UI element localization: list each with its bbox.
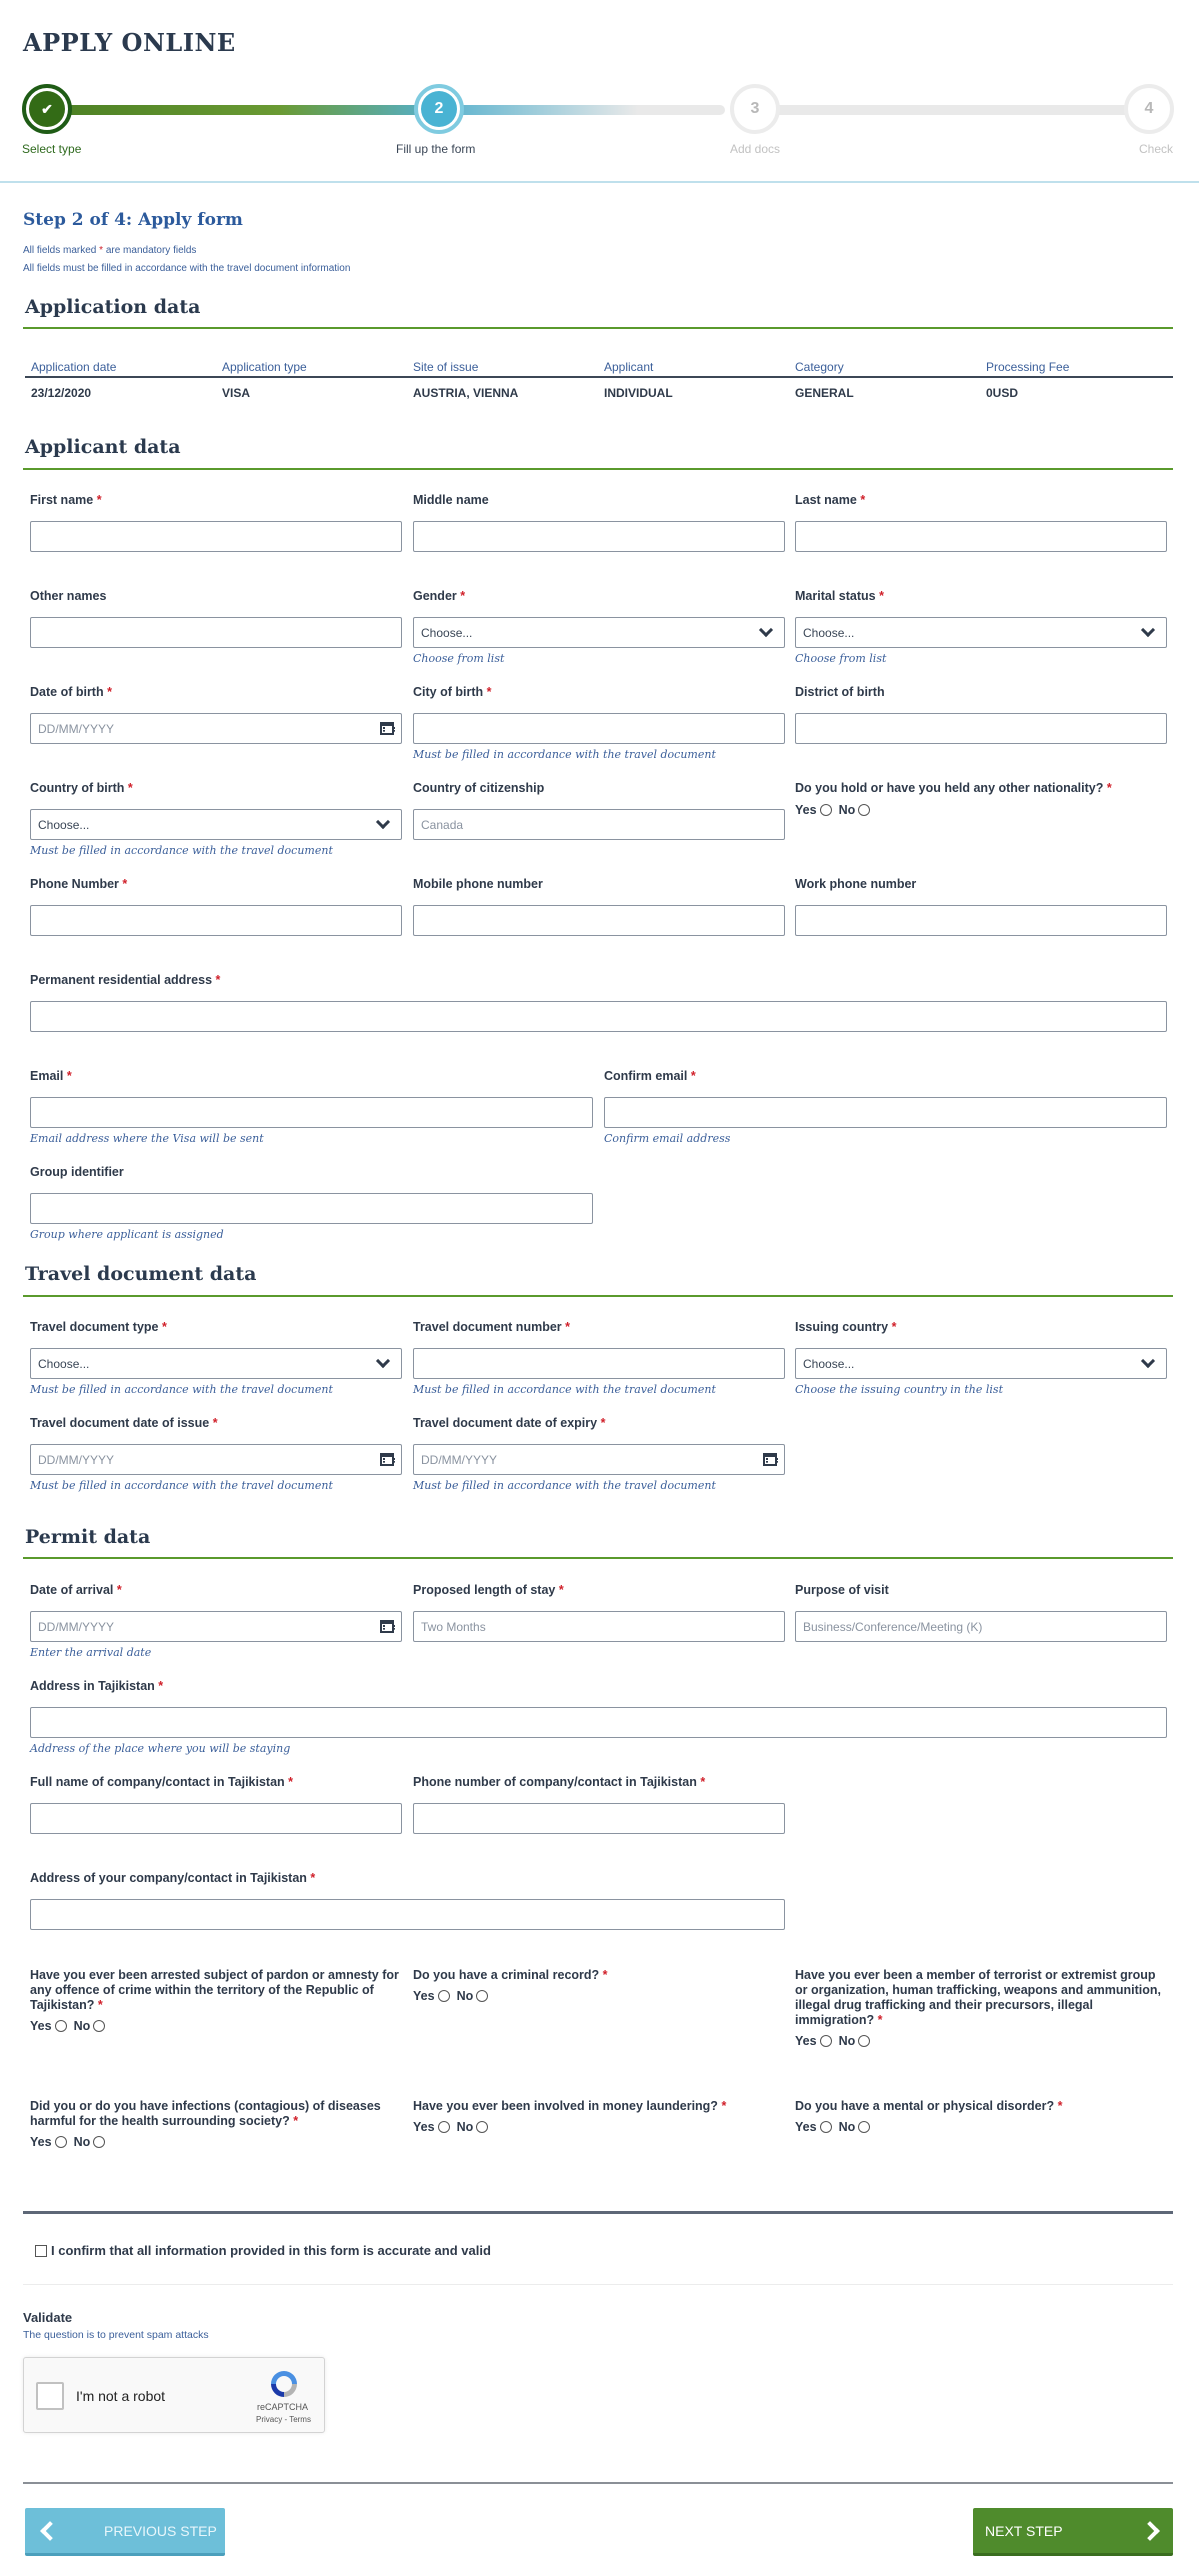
company-address-label: Address of your company/contact in Tajikistan [30,1871,307,1885]
country-of-citizenship-placeholder: Canada [421,817,464,832]
email-field [30,1069,593,1145]
first-name-field [30,493,402,552]
city-of-birth-field [413,685,785,761]
chevron-left-icon [25,2508,69,2553]
infections-no-radio[interactable] [93,2136,105,2148]
terrorist-question [795,1968,1167,2048]
company-address-input[interactable] [30,1899,785,1930]
recaptcha-widget [23,2357,325,2433]
section-divider [23,468,1173,470]
date-of-birth-placeholder: DD/MM/YYYY [38,721,115,736]
money-laundering-yes-radio[interactable] [438,2121,450,2133]
work-phone-field [795,877,1167,936]
header-applicant: Applicant [604,360,654,374]
money-laundering-label: Have you ever been involved in money laundering? [413,2099,718,2113]
recaptcha-label: I'm not a robot [76,2388,166,2404]
terrorist-question-label: Have you ever been a member of terrorist or extremist group or organization, human trafficking, weapons and ammunition, illegal drug trafficking and their precursors, illegal immigration? [795,1968,1161,2027]
required-marker: * [602,1968,608,1982]
disorder-question-label: Do you have a mental or physical disorder? [795,2099,1055,2113]
other-names-label: Other names [30,589,107,603]
middle-name-label: Middle name [413,493,489,507]
marital-status-field [795,589,1167,665]
travel-document-number-label: Travel document number [413,1320,562,1334]
disorder-no-radio[interactable] [858,2121,870,2133]
header-processing-fee: Processing Fee [986,360,1070,374]
required-marker: * [215,973,221,987]
other-names-field [30,589,402,648]
country-of-birth-select[interactable] [30,809,402,840]
date-of-birth-label: Date of birth [30,685,104,699]
middle-name-field [413,493,785,552]
required-marker: * [877,2013,883,2027]
criminal-record-options [413,1989,785,2003]
company-name-label: Full name of company/contact in Tajikistan [30,1775,285,1789]
country-of-birth-label: Country of birth [30,781,125,795]
date-of-arrival-hint: Enter the arrival date [30,1646,152,1659]
confirm-email-field [604,1069,1167,1145]
section-divider [23,2284,1173,2285]
required-marker: * [116,1583,122,1597]
required-marker: * [66,1069,72,1083]
yes-label: Yes [795,2034,817,2048]
marital-status-hint: Choose from list [795,652,887,665]
group-identifier-label: Group identifier [30,1165,124,1179]
confirm-email-hint: Confirm email address [604,1132,731,1145]
company-address-field [30,1871,785,1930]
purpose-of-visit-label: Purpose of visit [795,1583,889,1597]
permit-data-title: Permit data [25,1526,151,1548]
country-of-birth-field [30,781,402,857]
value-application-type: VISA [222,386,251,400]
company-phone-field [413,1775,785,1834]
length-of-stay-input[interactable] [413,1611,785,1642]
middle-name-input[interactable] [413,521,785,552]
purpose-of-visit-field [795,1583,1167,1642]
gender-hint: Choose from list [413,652,505,665]
no-label: No [73,2019,91,2033]
stepper-divider [0,181,1199,183]
group-identifier-input[interactable] [30,1193,593,1224]
issuing-country-hint: Choose the issuing country in the list [795,1383,1003,1396]
district-of-birth-label: District of birth [795,685,885,699]
section-divider [23,327,1173,329]
length-of-stay-label: Proposed length of stay [413,1583,556,1597]
progress-stepper [0,80,1199,180]
yes-label: Yes [30,2019,52,2033]
travel-document-number-field [413,1320,785,1396]
date-of-issue-field [30,1416,402,1492]
other-nationality-label: Do you hold or have you held any other nationality? [795,781,1104,795]
other-names-input[interactable] [30,617,402,648]
value-applicant: INDIVIDUAL [604,386,673,400]
date-of-issue-placeholder: DD/MM/YYYY [38,1452,115,1467]
no-label: No [73,2135,91,2149]
gender-value: Choose... [421,625,473,640]
required-marker: * [122,877,128,891]
mobile-phone-label: Mobile phone number [413,877,543,891]
infections-options [30,2135,402,2149]
country-of-citizenship-label: Country of citizenship [413,781,545,795]
disorder-yes-radio[interactable] [820,2121,832,2133]
criminal-record-question [413,1968,785,2003]
step-4-label: Check [1139,142,1174,156]
date-of-arrival-field [30,1583,402,1659]
date-of-birth-input[interactable] [30,713,402,744]
required-marker: * [891,1320,897,1334]
gender-field [413,589,785,665]
confirm-checkbox[interactable] [35,2245,47,2257]
phone-number-label: Phone Number [30,877,119,891]
travel-doc-note: All fields must be filled in accordance with the travel document information [23,263,351,274]
country-of-citizenship-input[interactable] [413,809,785,840]
no-label: No [838,2034,856,2048]
other-nationality-no-radio[interactable] [858,804,870,816]
disorder-options [795,2120,1167,2134]
required-marker: * [288,1775,294,1789]
required-marker: * [162,1320,167,1334]
travel-document-number-hint: Must be filled in accordance with the travel document [413,1383,716,1396]
travel-document-number-input[interactable] [413,1348,785,1379]
group-identifier-hint: Group where applicant is assigned [30,1228,224,1241]
date-of-expiry-placeholder: DD/MM/YYYY [421,1452,498,1467]
travel-document-type-field [30,1320,402,1396]
phone-number-field [30,877,402,936]
required-marker: * [700,1775,706,1789]
no-label: No [838,2120,856,2134]
travel-document-type-value: Choose... [38,1356,90,1371]
value-processing-fee: 0USD [986,386,1019,400]
section-divider [23,2482,1173,2484]
step-heading: Step 2 of 4: Apply form [23,210,243,230]
issuing-country-select[interactable] [795,1348,1167,1379]
country-of-birth-value: Choose... [38,817,90,832]
infections-question-label: Did you or do you have infections (contagious) of diseases harmful for the health surrounding society? [30,2099,381,2128]
recaptcha-brand: reCAPTCHA [257,2402,309,2412]
value-site-of-issue: AUSTRIA, VIENNA [413,386,519,400]
confirm-email-label: Confirm email [604,1069,688,1083]
step-2-number: 2 [421,91,457,127]
date-of-issue-hint: Must be filled in accordance with the travel document [30,1479,333,1492]
step-1-circle[interactable] [22,84,72,134]
date-of-arrival-label: Date of arrival [30,1583,114,1597]
previous-step-button[interactable] [25,2508,225,2556]
step-3-circle: 3 [730,84,780,134]
step-4-circle: 4 [1124,84,1174,134]
last-name-field [795,493,1167,552]
validate-title: Validate [23,2310,73,2325]
stepper-track-pending [735,105,1165,115]
date-of-issue-label: Travel document date of issue [30,1416,210,1430]
date-of-expiry-input[interactable] [413,1444,785,1475]
criminal-record-yes-radio[interactable] [438,1990,450,2002]
work-phone-input[interactable] [795,905,1167,936]
application-table-header [25,358,1173,378]
date-of-arrival-placeholder: DD/MM/YYYY [38,1619,115,1634]
travel-document-type-hint: Must be filled in accordance with the travel document [30,1383,333,1396]
travel-document-type-select[interactable] [30,1348,402,1379]
address-tajikistan-input[interactable] [30,1707,1167,1738]
recaptcha-terms[interactable]: Privacy - Terms [256,2415,311,2424]
length-of-stay-field [413,1583,785,1642]
mandatory-note [23,245,196,256]
required-marker: * [127,781,133,795]
city-of-birth-input[interactable] [413,713,785,744]
permanent-address-label: Permanent residential address [30,973,213,987]
last-name-label: Last name [795,493,857,507]
money-laundering-no-radio[interactable] [476,2121,488,2133]
no-label: No [838,803,856,817]
money-laundering-question [413,2099,785,2134]
gender-select[interactable] [413,617,785,648]
stepper-track-active [435,105,725,115]
step-2-label: Fill up the form [396,142,476,156]
length-of-stay-placeholder: Two Months [421,1619,486,1634]
header-application-date: Application date [31,360,117,374]
section-divider [23,1295,1173,1297]
recaptcha-logo-icon [268,2368,300,2400]
city-of-birth-hint: Must be filled in accordance with the travel document [413,748,716,761]
disorder-question [795,2099,1167,2134]
mandatory-note-post: are mandatory fields [105,245,197,256]
terrorist-yes-radio[interactable] [820,2035,832,2047]
terrorist-no-radio[interactable] [858,2035,870,2047]
yes-label: Yes [795,2120,817,2134]
travel-document-title: Travel document data [25,1263,257,1285]
validate-note: The question is to prevent spam attacks [23,2329,209,2341]
required-marker: * [1057,2099,1063,2113]
address-tajikistan-label: Address in Tajikistan [30,1679,155,1693]
required-marker: * [212,1416,218,1430]
value-category: GENERAL [795,386,854,400]
money-laundering-options [413,2120,785,2134]
applicant-data-title: Applicant data [25,436,181,458]
next-step-button[interactable] [973,2508,1173,2556]
calendar-icon[interactable] [380,1620,394,1633]
no-label: No [456,2120,474,2134]
country-of-citizenship-field [413,781,785,840]
terrorist-options [795,2034,1167,2048]
yes-label: Yes [413,2120,435,2134]
last-name-input[interactable] [795,521,1167,552]
arrested-question [30,1968,402,2033]
yes-label: Yes [795,803,817,817]
header-site-of-issue: Site of issue [413,360,479,374]
header-application-type: Application type [222,360,307,374]
criminal-record-label: Do you have a criminal record? [413,1968,600,1982]
first-name-label: First name [30,493,94,507]
required-marker: * [879,589,884,603]
issuing-country-label: Issuing country [795,1320,889,1334]
arrested-yes-radio[interactable] [55,2020,67,2032]
mandatory-note-pre: All fields marked [23,245,97,256]
step-2-circle [414,84,464,134]
marital-status-select[interactable] [795,617,1167,648]
required-marker: * [721,2099,727,2113]
application-data-table [25,358,1173,408]
application-data-title: Application data [25,296,201,318]
infections-question [30,2099,402,2149]
required-marker: * [558,1583,564,1597]
other-nationality-options [795,803,1167,817]
calendar-icon[interactable] [763,1453,777,1466]
mobile-phone-field [413,877,785,936]
marital-status-label: Marital status [795,589,876,603]
country-of-birth-hint: Must be filled in accordance with the travel document [30,844,333,857]
purpose-of-visit-input[interactable] [795,1611,1167,1642]
chevron-down-icon [1141,1354,1155,1368]
chevron-down-icon [759,623,773,637]
date-of-expiry-hint: Must be filled in accordance with the travel document [413,1479,716,1492]
company-phone-label: Phone number of company/contact in Tajikistan [413,1775,697,1789]
email-hint: Email address where the Visa will be sent [30,1132,264,1145]
issuing-country-field [795,1320,1167,1396]
company-name-field [30,1775,402,1834]
date-of-expiry-field [413,1416,785,1492]
date-of-expiry-label: Travel document date of expiry [413,1416,598,1430]
previous-step-label: PREVIOUS STEP [104,2522,217,2539]
value-application-date: 23/12/2020 [31,386,92,400]
required-marker: * [565,1320,571,1334]
required-marker: * [600,1416,606,1430]
first-name-input[interactable] [30,521,402,552]
company-name-input[interactable] [30,1803,402,1834]
email-input[interactable] [30,1097,593,1128]
date-of-issue-input[interactable] [30,1444,402,1475]
permanent-address-input[interactable] [30,1001,1167,1032]
address-tajikistan-field [30,1679,1167,1755]
address-tajikistan-hint: Address of the place where you will be staying [30,1742,291,1755]
required-marker: * [293,2114,299,2128]
issuing-country-value: Choose... [803,1356,855,1371]
chevron-down-icon [376,1354,390,1368]
arrested-question-label: Have you ever been arrested subject of pardon or amnesty for any offence of crime within the territory of the Republic of Tajikistan? [30,1968,399,2012]
next-step-label: NEXT STEP [985,2522,1063,2539]
gender-label: Gender [413,589,457,603]
step-3-label: Add docs [730,142,781,156]
marital-status-value: Choose... [803,625,855,640]
infections-yes-radio[interactable] [55,2136,67,2148]
checkmark-icon: ✔ [29,91,65,127]
email-label: Email [30,1069,64,1083]
chevron-down-icon [376,815,390,829]
recaptcha-checkbox[interactable] [36,2382,64,2410]
required-marker: * [158,1679,164,1693]
district-of-birth-field [795,685,1167,744]
section-divider [23,2211,1173,2214]
yes-label: Yes [30,2135,52,2149]
other-nationality-yes-radio[interactable] [820,804,832,816]
required-marker: * [310,1871,316,1885]
date-of-arrival-input[interactable] [30,1611,402,1642]
required-marker: * [460,589,466,603]
stepper-track-done [45,105,435,115]
arrested-no-radio[interactable] [93,2020,105,2032]
required-marker: * [107,685,112,699]
phone-number-input[interactable] [30,905,402,936]
chevron-down-icon [1141,623,1155,637]
application-table-row [25,378,1173,408]
company-phone-input[interactable] [413,1803,785,1834]
confirm-email-input[interactable] [604,1097,1167,1128]
required-marker: * [1106,781,1112,795]
header-category: Category [795,360,844,374]
confirm-label: I confirm that all information provided in this form is accurate and valid [51,2243,491,2258]
purpose-of-visit-placeholder: Business/Conference/Meeting (K) [803,1619,983,1634]
required-marker: * [690,1069,696,1083]
required-marker: * [97,1998,103,2012]
confirm-checkbox-row[interactable] [35,2243,491,2258]
page-title: APPLY ONLINE [23,28,236,57]
date-of-birth-field [30,685,402,744]
criminal-record-no-radio[interactable] [476,1990,488,2002]
work-phone-label: Work phone number [795,877,917,891]
required-marker: * [96,493,102,507]
other-nationality-field [795,781,1167,817]
travel-document-type-label: Travel document type [30,1320,159,1334]
calendar-icon[interactable] [380,1453,394,1466]
district-of-birth-input[interactable] [795,713,1167,744]
required-marker: * [99,245,104,256]
required-marker: * [860,493,866,507]
section-divider [23,1557,1173,1559]
arrested-options [30,2019,402,2033]
group-identifier-field [30,1165,593,1241]
chevron-right-icon [1133,2508,1173,2553]
mobile-phone-input[interactable] [413,905,785,936]
step-1-label[interactable]: Select type [22,142,82,156]
permanent-address-field [30,973,1167,1032]
required-marker: * [486,685,492,699]
yes-label: Yes [413,1989,435,2003]
city-of-birth-label: City of birth [413,685,484,699]
no-label: No [456,1989,474,2003]
calendar-icon[interactable] [380,722,394,735]
